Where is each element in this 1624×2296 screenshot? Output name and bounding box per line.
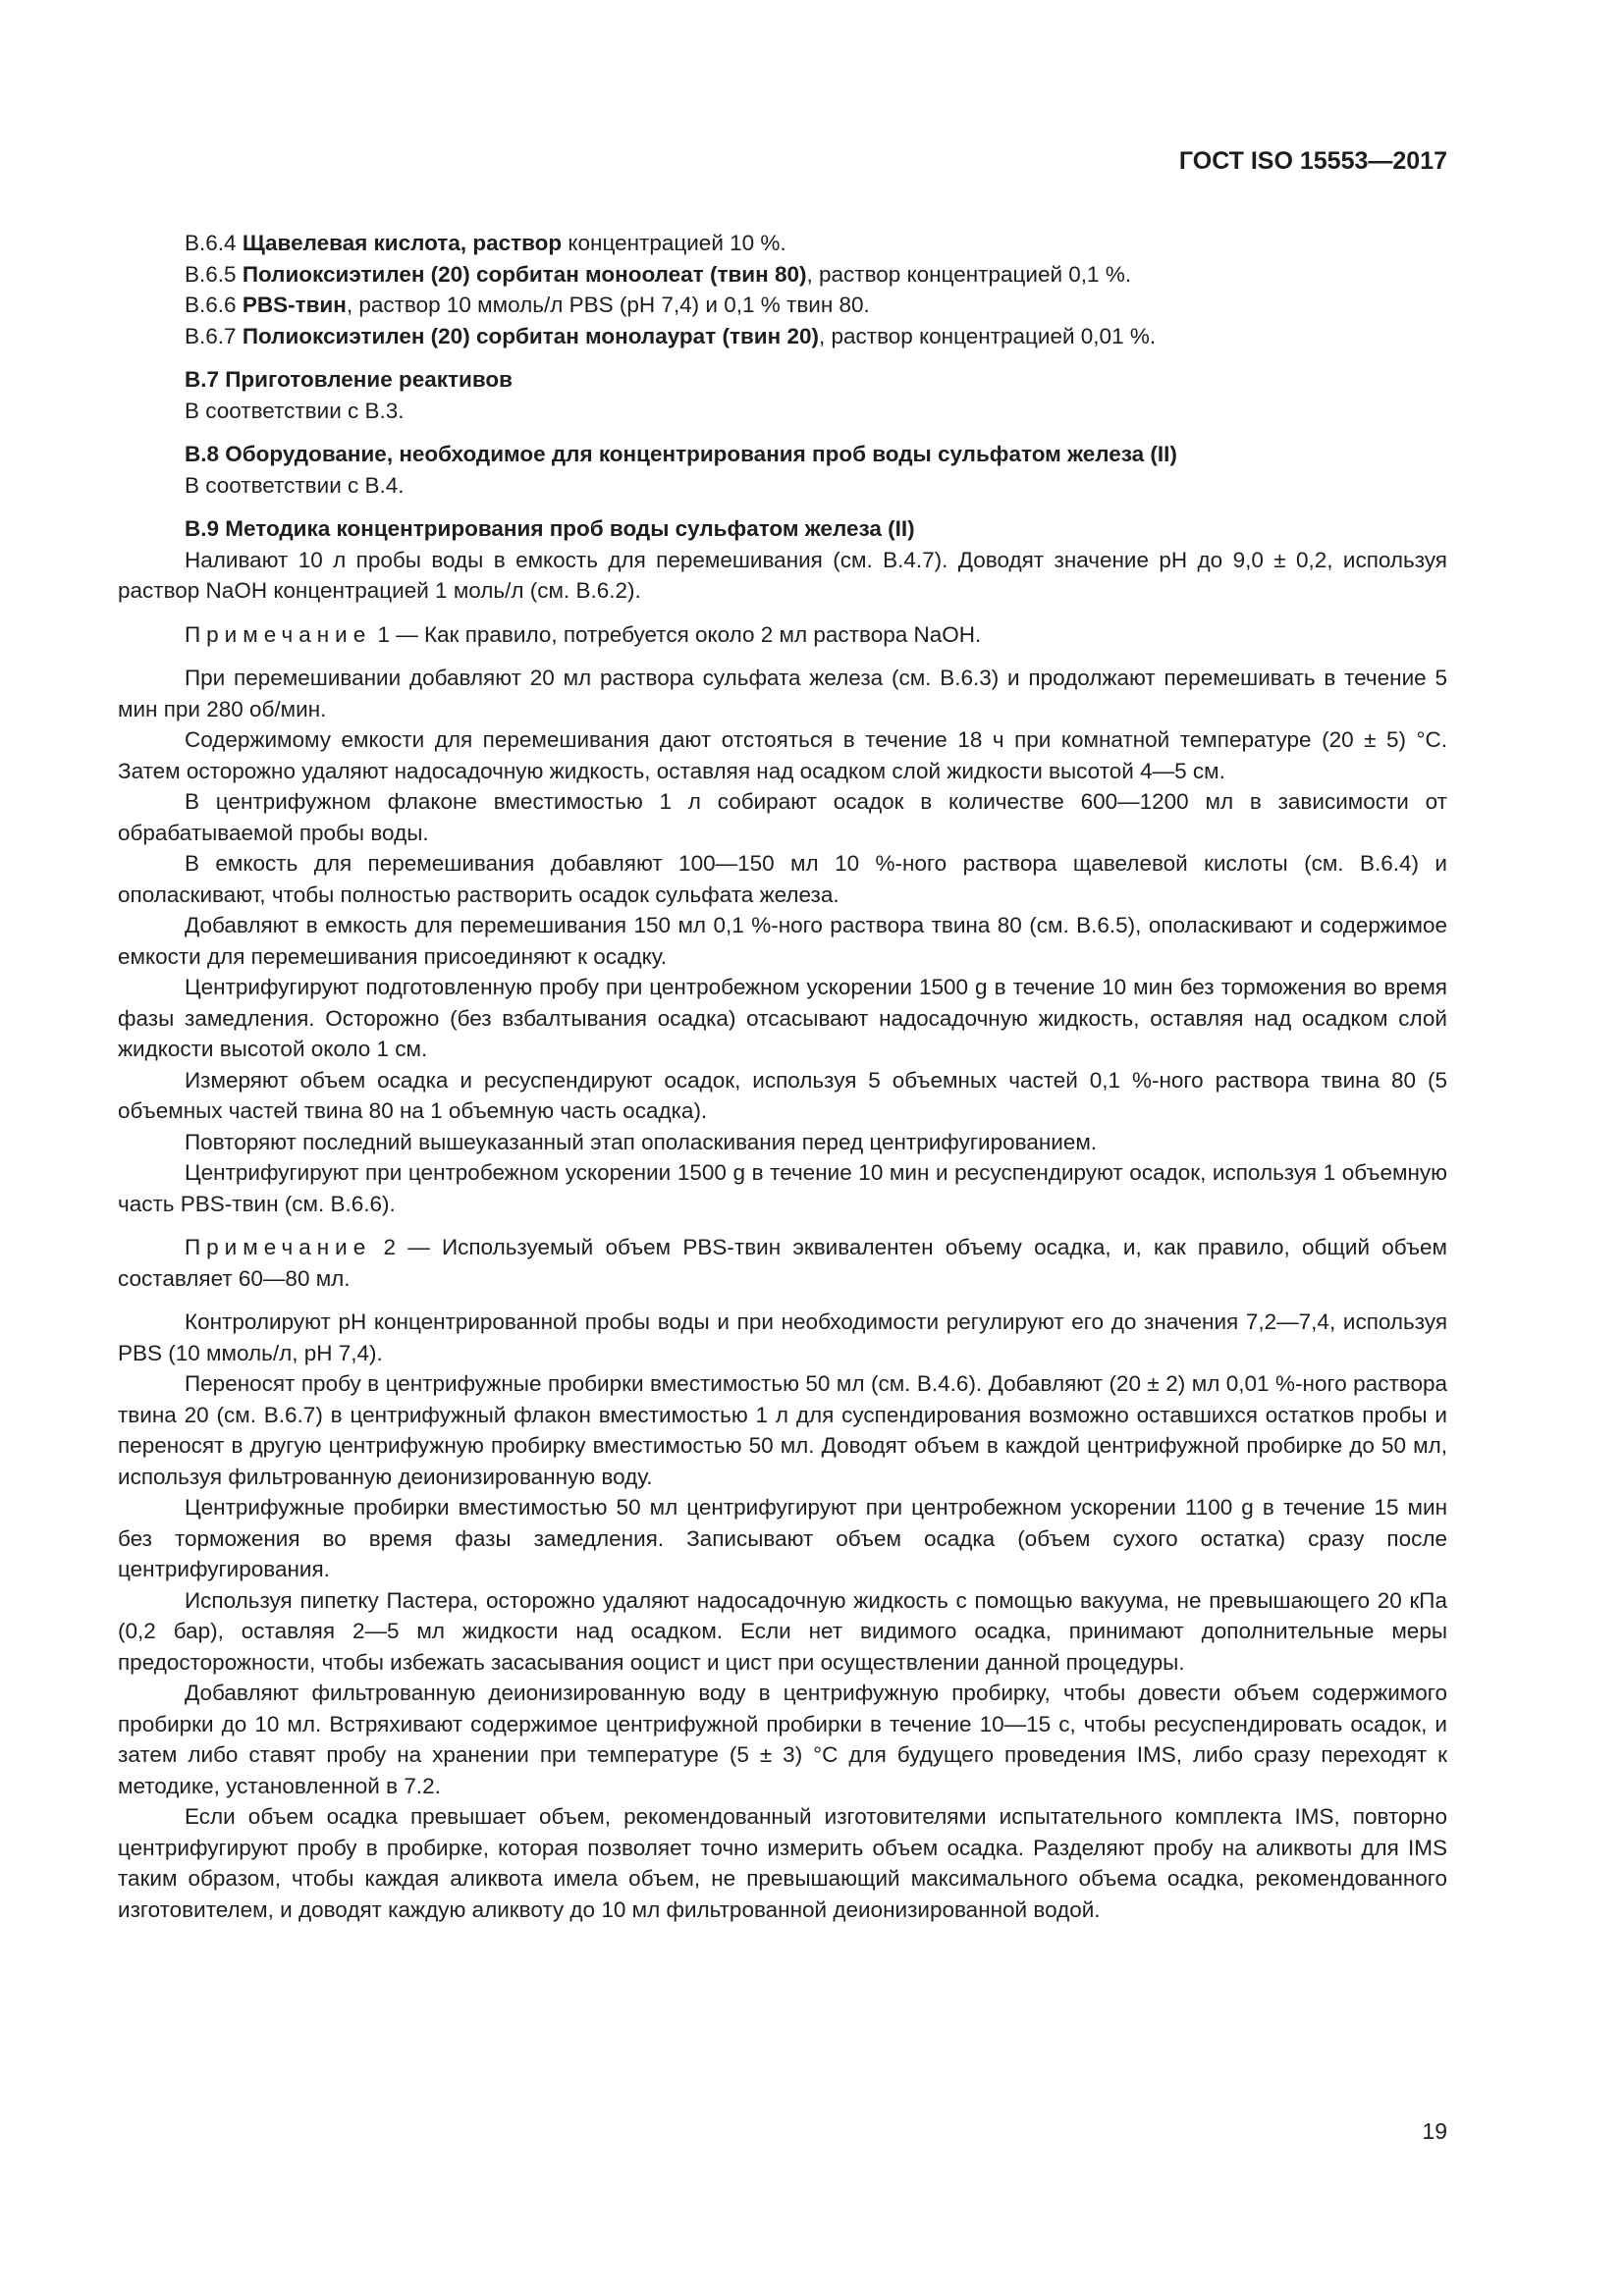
- paragraph: Центрифугируют подготовленную пробу при центробежном ускорении 1500 g в течение 10 мин без торможения во время фазы замедления. Осторожно (без взбалтывания осадка) отсасывают надосадочную жидкость, оставляя над осадком слой жидкости высотой около 1 см.: [118, 975, 1447, 1061]
- note-2: Примечание 2 — Используемый объем PBS-твин эквивалентен объему осадка, и, как правило, общий объем составляет 60—80 мл.: [118, 1235, 1447, 1291]
- paragraph: Содержимому емкости для перемешивания дают отстояться в течение 18 ч при комнатной температуре (20 ± 5) °С. Затем осторожно удаляют надосадочную жидкость, оставляя над осадком слой жидкости высотой 4—5 см.: [118, 727, 1447, 783]
- note-1: Примечание 1 — Как правило, потребуется около 2 мл раствора NaOH.: [185, 621, 982, 647]
- item-b-6-6: B.6.6 PBS-твин, раствор 10 ммоль/л PBS (pH 7,4) и 0,1 % твин 80.: [185, 293, 870, 317]
- paragraph: Добавляют фильтрованную деионизированную воду в центрифужную пробирку, чтобы довести объем содержимого пробирки до 10 мл. Встряхивают содержимое центрифужной пробирки в течение 10—15 с, чтобы ресуспендировать осадок, и затем либо ставят пробу на хранении при температуре (5 ± 3) °С для будущего проведения IMS, либо сразу переходят к методике, установленной в 7.2.: [118, 1681, 1447, 1798]
- paragraph: Добавляют в емкость для перемешивания 150 мл 0,1 %-ного раствора твина 80 (см. B.6.5), ополаскивают и содержимое емкости для перемешивания присоединяют к осадку.: [118, 913, 1447, 969]
- paragraph: Переносят пробу в центрифужные пробирки вместимостью 50 мл (см. B.4.6). Добавляют (20 ± 2) мл 0,01 %-ного раствора твина 20 (см. B.6.7) в центрифужный флакон вместимостью 1 л для суспендирования возможно оставшихся остатков пробы и переносят в другую центрифужную пробирку вместимостью 50 мл. Доводят объем в каждой центрифужной пробирке до 50 мл, используя фильтрованную деионизированную воду.: [118, 1371, 1447, 1489]
- paragraph: При перемешивании добавляют 20 мл раствора сульфата железа (см. B.6.3) и продолжают перемешивать в течение 5 мин при 280 об/мин.: [118, 666, 1447, 721]
- item-b-6-4: B.6.4 Щавелевая кислота, раствор концентрацией 10 %.: [185, 231, 786, 255]
- paragraph: Наливают 10 л пробы воды в емкость для перемешивания (см. B.4.7). Доводят значение pH до 9,0 ± 0,2, используя раствор NaOH концентрацией 1 моль/л (см. B.6.2).: [118, 547, 1447, 603]
- section-heading-b8: B.8 Оборудование, необходимое для концентрирования проб воды сульфатом железа (II): [185, 442, 1177, 466]
- paragraph: Контролируют pH концентрированной пробы воды и при необходимости регулируют его до значения 7,2—7,4, используя PBS (10 ммоль/л, pH 7,4).: [118, 1309, 1447, 1365]
- note-label: Примечание: [185, 621, 372, 647]
- section-heading-b9: B.9 Методика концентрирования проб воды сульфатом железа (II): [185, 516, 915, 541]
- section-heading-b7: B.7 Приготовление реактивов: [185, 367, 513, 392]
- paragraph: В емкость для перемешивания добавляют 100—150 мл 10 %-ного раствора щавелевой кислоты (см. B.6.4) и ополаскивают, чтобы полностью растворить осадок сульфата железа.: [118, 851, 1447, 907]
- section-text-b7: В соответствии с B.3.: [185, 398, 405, 423]
- paragraph: Центрифужные пробирки вместимостью 50 мл центрифугируют при центробежном ускорении 1100 g в течение 15 мин без торможения во время фазы замедления. Записывают объем осадка (объем сухого остатка) сразу после центрифугирования.: [118, 1495, 1447, 1581]
- paragraph: Центрифугируют при центробежном ускорении 1500 g в течение 10 мин и ресуспендируют осадок, используя 1 объемную часть PBS-твин (см. B.6.6).: [118, 1160, 1447, 1216]
- document-body: [118, 228, 1447, 1925]
- page-number: 19: [1422, 2118, 1447, 2144]
- paragraph: Повторяют последний вышеуказанный этап ополаскивания перед центрифугированием.: [185, 1129, 1098, 1154]
- paragraph: Измеряют объем осадка и ресуспендируют осадок, используя 5 объемных частей 0,1 %-ного раствора твина 80 (5 объемных частей твина 80 на 1 объемную часть осадка).: [118, 1067, 1447, 1123]
- item-b-6-5: B.6.5 Полиоксиэтилен (20) сорбитан моноолеат (твин 80), раствор концентрацией 0,1 %.: [185, 261, 1132, 287]
- item-b-6-7: B.6.7 Полиоксиэтилен (20) сорбитан монолаурат (твин 20), раствор концентрацией 0,01 %.: [185, 323, 1157, 348]
- paragraph: Используя пипетку Пастера, осторожно удаляют надосадочную жидкость с помощью вакуума, не превышающего 20 кПа (0,2 бар), оставляя 2—5 мл жидкости над осадком. Если нет видимого осадка, принимают дополнительные меры предосторожности, чтобы избежать засасывания ооцист и цист при осуществлении данной процедуры.: [118, 1587, 1447, 1675]
- paragraph: В центрифужном флаконе вместимостью 1 л собирают осадок в количестве 600—1200 мл в зависимости от обрабатываемой пробы воды.: [118, 789, 1447, 845]
- paragraph: Если объем осадка превышает объем, рекомендованный изготовителями испытательного комплекта IMS, повторно центрифугируют пробу в пробирке, которая позволяет точно измерить объем осадка. Разделяют пробу на аликвоты для IMS таким образом, чтобы каждая аликвота имела объем, не превышающий максимального объема осадка, рекомендованного изготовителем, и доводят каждую аликвоту до 10 мл фильтрованной деионизированной водой.: [118, 1804, 1447, 1922]
- document-header: ГОСТ ISO 15553—2017: [1178, 147, 1447, 175]
- note-label: Примечание: [185, 1235, 372, 1259]
- section-text-b8: В соответствии с B.4.: [185, 472, 405, 498]
